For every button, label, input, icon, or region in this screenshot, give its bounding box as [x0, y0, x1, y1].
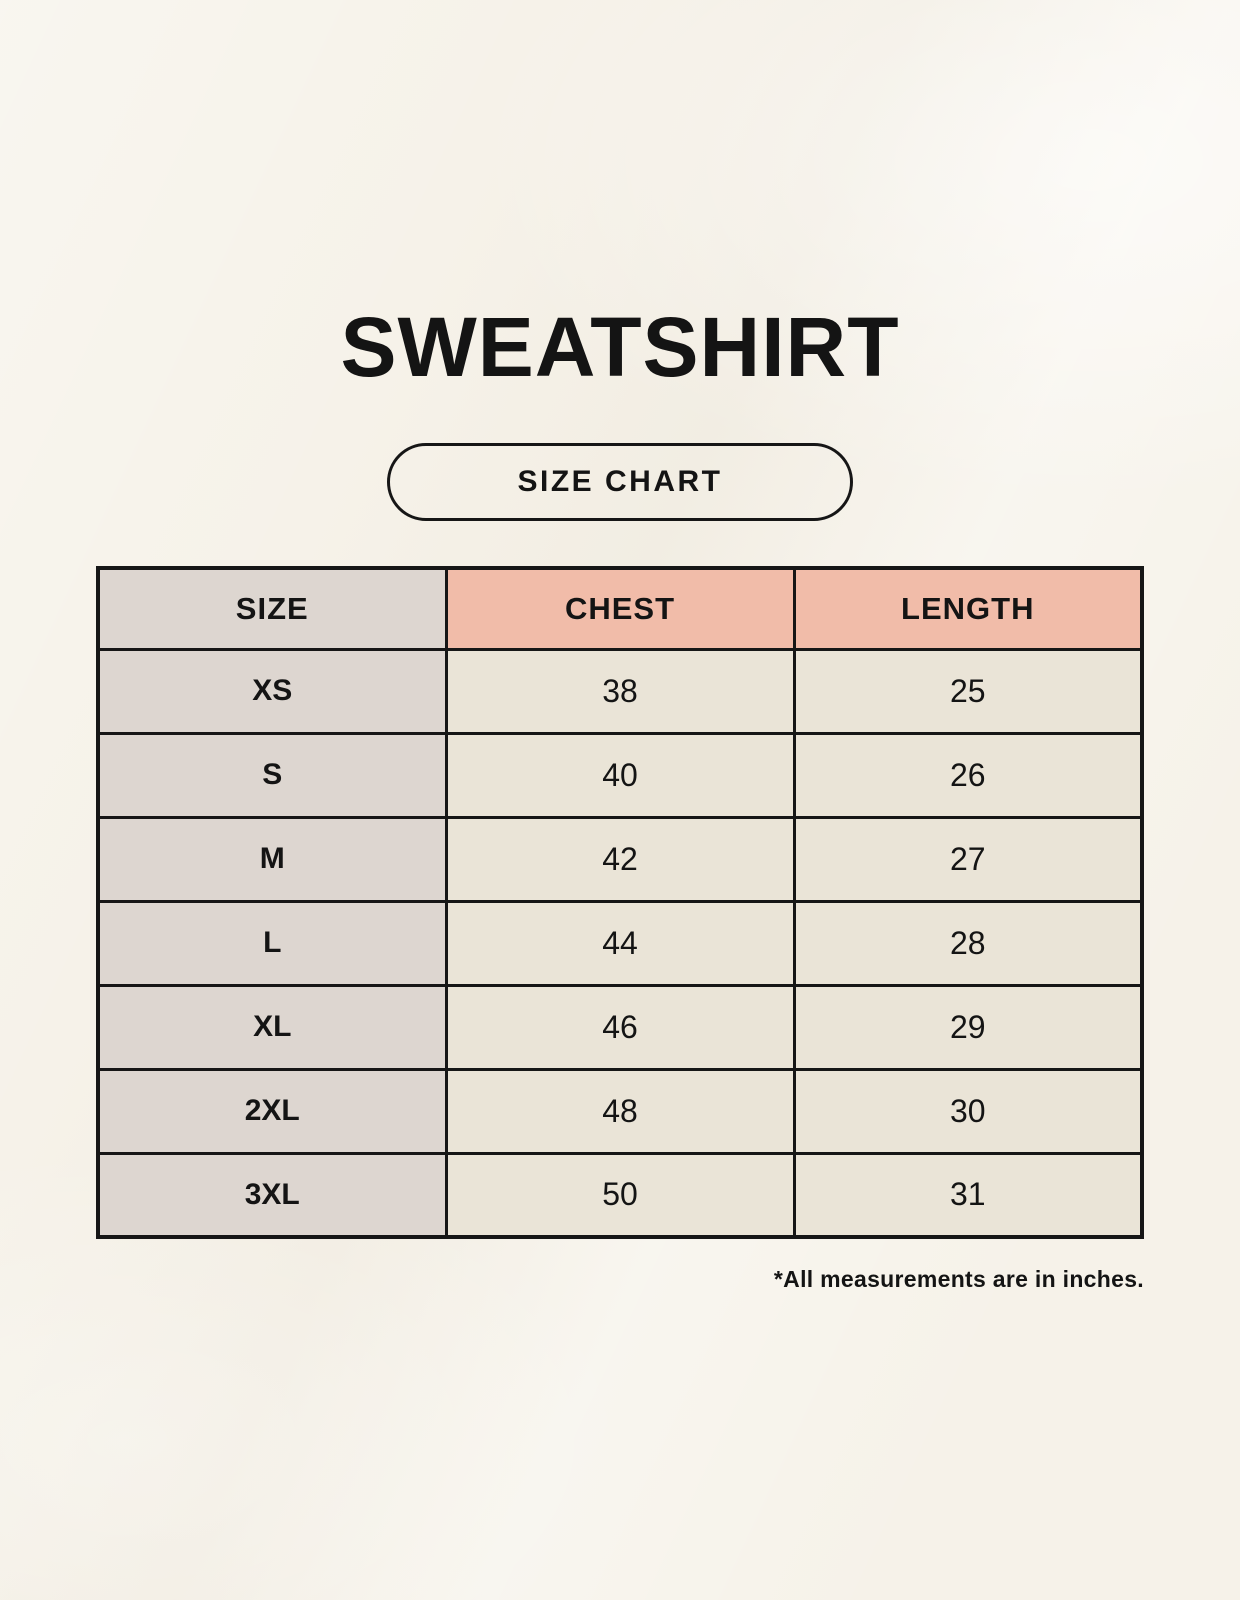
size-chart-badge[interactable]	[387, 443, 853, 521]
table-row-2xl	[98, 1069, 1142, 1153]
page-title: SWEATSHIRT	[340, 300, 900, 394]
column-header-length: LENGTH	[794, 568, 1142, 649]
length-cell: 28	[794, 901, 1142, 985]
length-cell: 31	[794, 1153, 1142, 1237]
table-row-m	[98, 817, 1142, 901]
table-row-s	[98, 733, 1142, 817]
table-row-xl	[98, 985, 1142, 1069]
size-chart-badge-label: SIZE CHART	[517, 465, 723, 498]
size-cell: XL	[98, 985, 446, 1069]
chest-cell: 46	[446, 985, 794, 1069]
length-cell: 27	[794, 817, 1142, 901]
size-cell: L	[98, 901, 446, 985]
length-cell: 26	[794, 733, 1142, 817]
length-cell: 25	[794, 649, 1142, 733]
table-row-3xl	[98, 1153, 1142, 1237]
size-cell: XS	[98, 649, 446, 733]
table-header-row	[98, 568, 1142, 649]
size-table	[96, 566, 1144, 1239]
chest-cell: 38	[446, 649, 794, 733]
chest-cell: 42	[446, 817, 794, 901]
chest-cell: 50	[446, 1153, 794, 1237]
chest-cell: 44	[446, 901, 794, 985]
column-header-chest: CHEST	[446, 568, 794, 649]
table-row-xs	[98, 649, 1142, 733]
size-cell: 2XL	[98, 1069, 446, 1153]
size-cell: S	[98, 733, 446, 817]
chest-cell: 48	[446, 1069, 794, 1153]
table-row-l	[98, 901, 1142, 985]
chest-cell: 40	[446, 733, 794, 817]
size-cell: 3XL	[98, 1153, 446, 1237]
length-cell: 29	[794, 985, 1142, 1069]
size-cell: M	[98, 817, 446, 901]
column-header-size: SIZE	[98, 568, 446, 649]
length-cell: 30	[794, 1069, 1142, 1153]
measurements-footnote: *All measurements are in inches.	[773, 1266, 1144, 1292]
